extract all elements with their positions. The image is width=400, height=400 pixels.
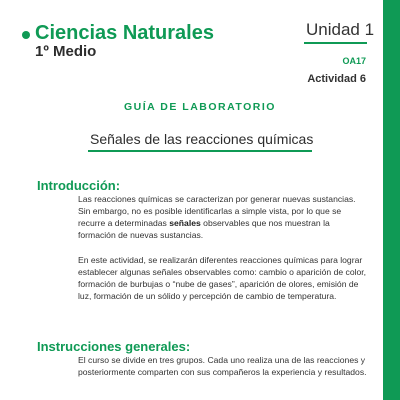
subject-title: Ciencias Naturales (35, 22, 214, 44)
objective-code: OA17 (342, 56, 366, 66)
instructions-heading: Instrucciones generales: (37, 339, 191, 354)
unit-underline (304, 42, 367, 44)
bullet-dot-icon (22, 31, 30, 39)
instructions-paragraph: El curso se divide en tres grupos. Cada uno realiza una de las reacciones y posteriormente comparten con sus compañeros la experiencia y resultados. (78, 355, 367, 377)
intro-paragraph-2: En este actividad, se realizarán diferentes reacciones químicas para lograr establecer algunas señales observables como: cambio o aparición de color, formación de burbujas o “nube de gases”, aparición de olores, emisión de luz, formación de un sólido y percepción de cambio de temperatura. (78, 255, 367, 301)
intro-text-bold: señales (169, 217, 201, 228)
intro-text-part-2: observables que nos muestran la formación de nuevas sustancias. (78, 217, 330, 240)
intro-text-part-1: Las reacciones químicas se caracterizan por generar nuevas sustancias. Sin embargo, no es posible identificarlas a simple vista, por lo que se recurre a determinadas (78, 194, 356, 228)
activity-label: Actividad 6 (307, 73, 366, 85)
document-title: Señales de las reacciones químicas (90, 131, 314, 147)
guide-label: GUÍA DE LABORATORIO (124, 101, 276, 113)
intro-paragraph-1 (78, 194, 368, 242)
unit-label: Unidad 1 (306, 20, 375, 39)
grade-label: 1º Medio (35, 43, 97, 60)
intro-heading: Introducción: (37, 178, 121, 193)
title-underline (88, 150, 312, 152)
side-accent-bar (383, 0, 400, 400)
